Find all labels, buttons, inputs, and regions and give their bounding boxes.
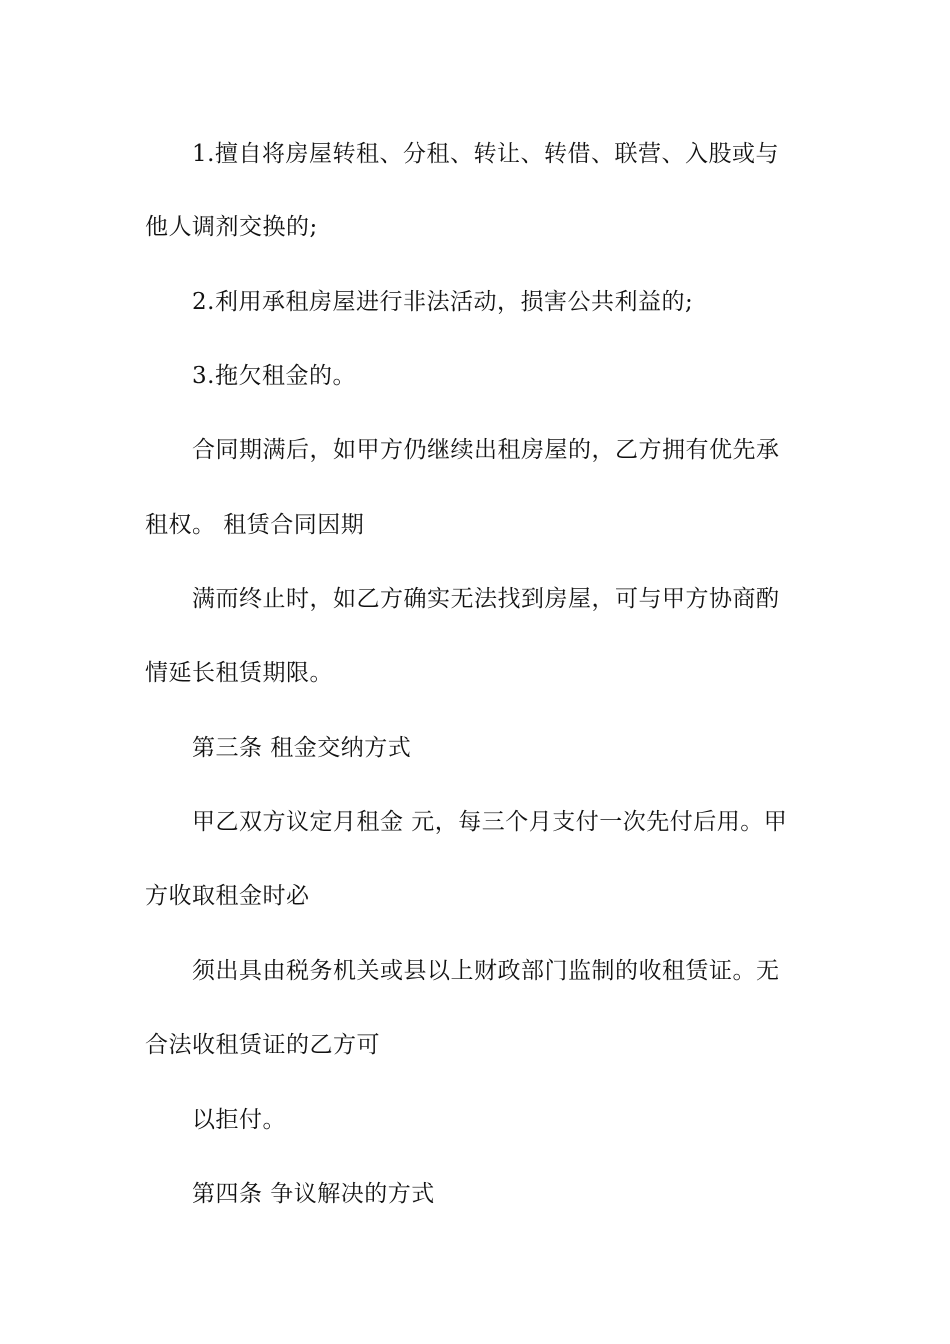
paragraph-rent-continued: 方收取租金时必 (145, 883, 310, 909)
paragraph-renewal: 合同期满后，如甲方仍继续出租房屋的，乙方拥有优先承 (192, 437, 780, 463)
clause-item-3: 3.拖欠租金的。 (192, 363, 356, 389)
paragraph-extension: 满而终止时，如乙方确实无法找到房屋，可与甲方协商酌 (192, 586, 780, 612)
clause-item-1-continued: 他人调剂交换的; (145, 214, 318, 240)
paragraph-receipt-continued: 合法收租赁证的乙方可 (145, 1032, 380, 1058)
clause-item-2: 2.利用承租房屋进行非法活动，损害公共利益的; (192, 289, 694, 315)
article-3-heading: 第三条 租金交纳方式 (192, 735, 412, 761)
paragraph-renewal-continued: 租权。 租赁合同因期 (145, 512, 365, 538)
paragraph-extension-continued: 情延长租赁期限。 (145, 660, 333, 686)
paragraph-rent: 甲乙双方议定月租金 元，每三个月支付一次先付后用。甲 (192, 809, 788, 835)
clause-item-1: 1.擅自将房屋转租、分租、转让、转借、联营、入股或与 (192, 141, 779, 167)
paragraph-receipt: 须出具由税务机关或县以上财政部门监制的收租赁证。无 (192, 958, 780, 984)
paragraph-refuse-payment: 以拒付。 (192, 1107, 286, 1133)
article-4-heading: 第四条 争议解决的方式 (192, 1181, 435, 1207)
